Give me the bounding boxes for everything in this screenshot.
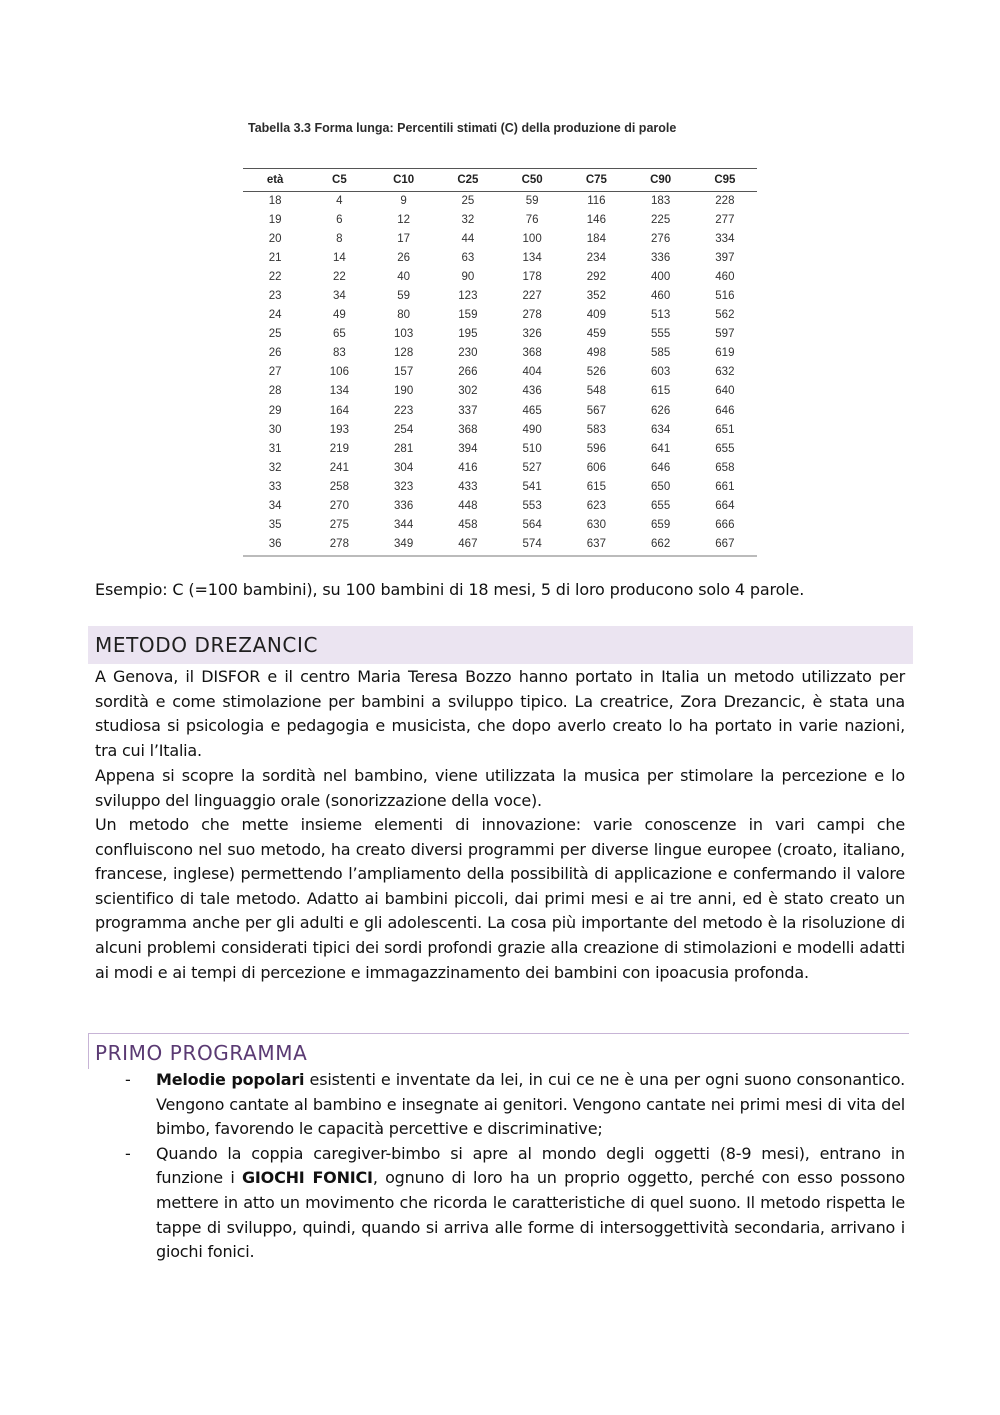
table-cell-value: 26 — [397, 252, 411, 265]
table-cell-value: 553 — [522, 499, 542, 512]
table-cell-value: 44 — [461, 233, 475, 246]
section-title-metodo-drezancic: METODO DREZANCIC — [95, 633, 319, 657]
table-cell-value: 637 — [564, 535, 628, 556]
table-cell-age: 29 — [268, 404, 282, 417]
table-cell-value: 467 — [436, 535, 500, 556]
table-cell-value: 164 — [329, 404, 349, 417]
table-cell-value: 116 — [587, 195, 606, 208]
table-cell-value: 394 — [458, 442, 478, 455]
table-cell-value: 336 — [394, 499, 414, 512]
table-cell-value: 12 — [397, 214, 411, 227]
table-cell-value: 49 — [332, 309, 346, 322]
percentile-table — [243, 168, 757, 557]
table-cell-value: 344 — [394, 518, 414, 531]
table-cell-value: 349 — [372, 535, 436, 556]
paragraph-intro: A Genova, il DISFOR e il centro Maria Teresa Bozzo hanno portato in Italia un metodo utilizzato per sordità e come stimolazione per bambini a sviluppo tipico. La creatrice, Zora Drezancic, è stata una studiosa si psicologia e pedagogia e musicista, che dopo averlo creato lo ha portato in varie nazioni, tra cui l’Italia. — [95, 667, 905, 760]
table-cell-value: 270 — [329, 499, 349, 512]
table-cell-age: 35 — [268, 518, 282, 531]
table-cell-value: 76 — [525, 214, 539, 227]
table-cell-value: 630 — [586, 518, 606, 531]
table-cell-age: 33 — [268, 480, 282, 493]
table-cell-value: 195 — [458, 328, 478, 341]
table-cell-value: 266 — [458, 366, 478, 379]
table-cell-age: 26 — [268, 347, 282, 360]
table-cell-value: 655 — [651, 499, 671, 512]
table-cell-value: 513 — [651, 309, 671, 322]
table-cell-value: 159 — [458, 309, 478, 322]
table-row — [243, 344, 757, 363]
table-cell-value: 80 — [397, 309, 411, 322]
table-row — [243, 268, 757, 287]
table-cell-value: 368 — [458, 423, 478, 436]
program-list — [95, 1068, 905, 1265]
table-cell-value: 397 — [715, 252, 735, 265]
table-row — [243, 211, 757, 230]
table-cell-value: 25 — [461, 195, 475, 208]
item-text-after: esistenti e inventate da lei, in cui ce ne è una per ogni suono consonantico. Vengono cantate al bambino e insegnate ai genitori. Vengono cantate nei primi mesi di vita del bimbo, favorendo le capacità percettive e discriminative; — [156, 1070, 905, 1139]
table-cell-value: 567 — [586, 404, 606, 417]
table-cell-age: 31 — [268, 442, 282, 455]
header-c95: C95 — [714, 174, 736, 186]
table-row — [243, 459, 757, 478]
table-cell-value: 193 — [329, 423, 349, 436]
section-title-primo-programma: PRIMO PROGRAMMA — [95, 1041, 308, 1065]
table-cell-value: 34 — [332, 290, 346, 303]
table-cell-age: 36 — [243, 535, 307, 556]
table-cell-value: 323 — [394, 480, 414, 493]
table-cell-value: 548 — [586, 385, 606, 398]
table-cell-value: 597 — [715, 328, 735, 341]
table-cell-value: 134 — [329, 385, 349, 398]
table-cell-value: 14 — [332, 252, 346, 265]
table-cell-value: 254 — [394, 423, 414, 436]
table-cell-value: 8 — [336, 233, 343, 246]
table-cell-value: 606 — [586, 461, 606, 474]
section-divider-side — [88, 1033, 89, 1069]
table-cell-value: 564 — [522, 518, 542, 531]
table-cell-age: 27 — [268, 366, 282, 379]
item-text-after: , ognuno di loro ha un proprio oggetto, perché con esso possono mettere in atto un movimento che ricorda le caratteristiche di quel suono. Il metodo rispetta le tappe di sviluppo, quindi, quando si arriva alle forme di intersoggettività secondaria, arrivano i giochi fonici. — [156, 1168, 905, 1262]
table-cell-value: 258 — [329, 480, 349, 493]
table-cell-value: 574 — [500, 535, 564, 556]
table-cell-value: 4 — [336, 195, 343, 208]
header-c25: C25 — [457, 174, 479, 186]
table-cell-value: 225 — [651, 214, 671, 227]
table-cell-value: 337 — [458, 404, 478, 417]
table-cell-value: 65 — [332, 328, 346, 341]
table-cell-value: 562 — [715, 309, 735, 322]
table-cell-value: 541 — [522, 480, 542, 493]
bullet-marker: - — [125, 1070, 131, 1089]
table-cell-value: 632 — [715, 366, 735, 379]
table-cell-value: 292 — [586, 271, 606, 284]
table-cell-value: 526 — [586, 366, 606, 379]
table-cell-value: 227 — [522, 290, 542, 303]
header-eta: età — [266, 174, 284, 186]
table-cell-value: 436 — [522, 385, 542, 398]
table-cell-value: 9 — [400, 195, 407, 208]
table-cell-value: 128 — [394, 347, 414, 360]
table-cell-value: 184 — [586, 233, 606, 246]
table-cell-value: 146 — [586, 214, 606, 227]
item-bold-term: Melodie popolari — [156, 1070, 305, 1089]
table-cell-value: 416 — [458, 461, 478, 474]
table-cell-value: 278 — [522, 309, 542, 322]
table-cell-value: 17 — [397, 233, 411, 246]
table-cell-value: 646 — [715, 404, 735, 417]
table-cell-value: 465 — [522, 404, 542, 417]
table-row — [243, 516, 757, 535]
table-cell-value: 623 — [586, 499, 606, 512]
table-cell-value: 59 — [397, 290, 411, 303]
table-cell-value: 626 — [651, 404, 671, 417]
table-cell-value: 603 — [651, 366, 671, 379]
table-cell-value: 615 — [586, 480, 606, 493]
table-cell-value: 667 — [693, 535, 757, 556]
table-cell-value: 190 — [394, 385, 414, 398]
table-cell-value: 433 — [458, 480, 478, 493]
table-cell-age: 32 — [268, 461, 282, 474]
table-cell-value: 404 — [522, 366, 542, 379]
table-cell-value: 596 — [586, 442, 606, 455]
header-c10: C10 — [393, 174, 415, 186]
table-cell-value: 302 — [458, 385, 478, 398]
table-row — [243, 287, 757, 306]
table-row — [243, 325, 757, 344]
table-cell-age: 28 — [268, 385, 282, 398]
table-cell-value: 157 — [394, 366, 414, 379]
table-cell-value: 409 — [586, 309, 606, 322]
example-note: Esempio: C (=100 bambini), su 100 bambini di 18 mesi, 5 di loro producono solo 4 parole. — [95, 580, 805, 599]
table-row — [243, 535, 757, 556]
table-cell-value: 400 — [651, 271, 671, 284]
table-cell-value: 6 — [336, 214, 343, 227]
table-cell-value: 662 — [629, 535, 693, 556]
table-cell-value: 334 — [715, 233, 735, 246]
table-cell-value: 666 — [715, 518, 735, 531]
table-cell-value: 304 — [394, 461, 414, 474]
paragraph-music: Appena si scopre la sordità nel bambino, viene utilizzata la musica per stimolare la percezione e lo sviluppo del linguaggio orale (sonorizzazione della voce). — [95, 766, 905, 810]
table-cell-value: 658 — [715, 461, 735, 474]
table-cell-age: 19 — [268, 214, 282, 227]
table-cell-value: 40 — [397, 271, 411, 284]
table-cell-value: 276 — [651, 233, 671, 246]
table-cell-value: 83 — [332, 347, 346, 360]
table-cell-age: 34 — [268, 499, 282, 512]
table-caption: Tabella 3.3 Forma lunga: Percentili stimati (C) della produzione di parole — [248, 121, 677, 135]
table-cell-value: 640 — [715, 385, 735, 398]
table-row — [243, 306, 757, 325]
table-cell-value: 219 — [329, 442, 349, 455]
table-row — [243, 497, 757, 516]
table-cell-value: 516 — [715, 290, 735, 303]
table-row — [243, 440, 757, 459]
table-cell-value: 241 — [329, 461, 349, 474]
bullet-marker: - — [125, 1143, 131, 1163]
table-cell-value: 278 — [307, 535, 371, 556]
table-cell-age: 25 — [268, 328, 282, 341]
table-row — [243, 402, 757, 421]
table-cell-value: 183 — [651, 195, 671, 208]
table-row — [243, 192, 757, 212]
table-cell-value: 22 — [332, 271, 346, 284]
table-cell-value: 103 — [394, 328, 414, 341]
table-cell-age: 22 — [268, 271, 282, 284]
table-cell-value: 59 — [525, 195, 539, 208]
table-cell-value: 641 — [651, 442, 671, 455]
table-cell-value: 664 — [715, 499, 735, 512]
table-cell-age: 30 — [268, 423, 282, 436]
table-row — [243, 382, 757, 401]
header-c50: C50 — [521, 174, 543, 186]
table-cell-age: 18 — [268, 195, 282, 208]
table-cell-value: 100 — [522, 233, 542, 246]
table-cell-age: 24 — [268, 309, 282, 322]
table-cell-value: 651 — [715, 423, 735, 436]
table-cell-value: 275 — [329, 518, 349, 531]
table-cell-value: 223 — [394, 404, 414, 417]
table-cell-value: 634 — [651, 423, 671, 436]
table-cell-value: 32 — [461, 214, 475, 227]
header-c90: C90 — [650, 174, 672, 186]
table-cell-value: 490 — [522, 423, 542, 436]
table-cell-value: 650 — [651, 480, 671, 493]
table-cell-value: 352 — [586, 290, 606, 303]
table-cell-age: 20 — [268, 233, 282, 246]
table-cell-value: 510 — [522, 442, 542, 455]
table-cell-value: 178 — [522, 271, 542, 284]
table-cell-value: 281 — [394, 442, 414, 455]
table-row — [243, 230, 757, 249]
table-cell-value: 661 — [715, 480, 735, 493]
table-cell-value: 498 — [586, 347, 606, 360]
table-cell-value: 458 — [458, 518, 478, 531]
table-cell-value: 655 — [715, 442, 735, 455]
table-cell-value: 368 — [522, 347, 542, 360]
table-row — [243, 249, 757, 268]
table-row — [243, 478, 757, 497]
table-row — [243, 421, 757, 440]
table-cell-value: 448 — [458, 499, 478, 512]
table-cell-value: 460 — [715, 271, 735, 284]
list-item — [95, 1142, 905, 1265]
item-bold-term: GIOCHI FONICI — [241, 1168, 373, 1188]
table-cell-value: 326 — [522, 328, 542, 341]
table-row — [243, 363, 757, 382]
table-body — [243, 192, 757, 556]
table-cell-value: 585 — [651, 347, 671, 360]
table-cell-value: 646 — [651, 461, 671, 474]
list-item — [95, 1068, 905, 1142]
table-cell-value: 63 — [461, 252, 475, 265]
table-cell-value: 123 — [458, 290, 478, 303]
table-cell-value: 619 — [715, 347, 735, 360]
table-cell-value: 615 — [651, 385, 671, 398]
table-cell-value: 228 — [715, 195, 735, 208]
table-cell-value: 459 — [586, 328, 606, 341]
item-text-before: Quando la coppia caregiver-bimbo si apre al mondo degli oggetti (8-9 mesi), entrano in funzione i — [156, 1143, 905, 1188]
table-cell-value: 134 — [522, 252, 542, 265]
table-header-row — [243, 169, 757, 192]
header-c75: C75 — [585, 174, 607, 186]
table-cell-value: 90 — [461, 271, 475, 284]
table-cell-value: 460 — [651, 290, 671, 303]
header-c5: C5 — [332, 174, 347, 186]
table-cell-age: 21 — [268, 252, 282, 265]
section-divider — [88, 1033, 909, 1034]
table-cell-value: 336 — [651, 252, 671, 265]
table-cell-value: 234 — [586, 252, 606, 265]
table-cell-value: 230 — [458, 347, 478, 360]
table-cell-value: 106 — [329, 366, 349, 379]
table-cell-value: 527 — [522, 461, 542, 474]
table-cell-value: 583 — [586, 423, 606, 436]
table-cell-value: 555 — [651, 328, 671, 341]
table-cell-age: 23 — [268, 290, 282, 303]
table-cell-value: 277 — [715, 214, 735, 227]
paragraph-method: Un metodo che mette insieme elementi di innovazione: varie conoscenze in vari campi che confluiscono nel suo metodo, ha creato diversi programmi per diverse lingue europee (croato, italiano, francese, inglese) permettendo l’ampliamento della possibilità di applicazione e confermando il valore scientifico di tale metodo. Adatto ai bambini piccoli, dai primi mesi e ai tre anni, ed è stato creato un programma anche per gli adulti e gli adolescenti. La cosa più importante del metodo è la risoluzione di alcuni problemi considerati tipici dei sordi profondi grazie alla creazione di stimolazioni e modelli adatti ai modi e ai tempi di percezione e immagazzinamento dei bambini con ipoacusia profonda. — [95, 815, 905, 982]
table-cell-value: 659 — [651, 518, 671, 531]
